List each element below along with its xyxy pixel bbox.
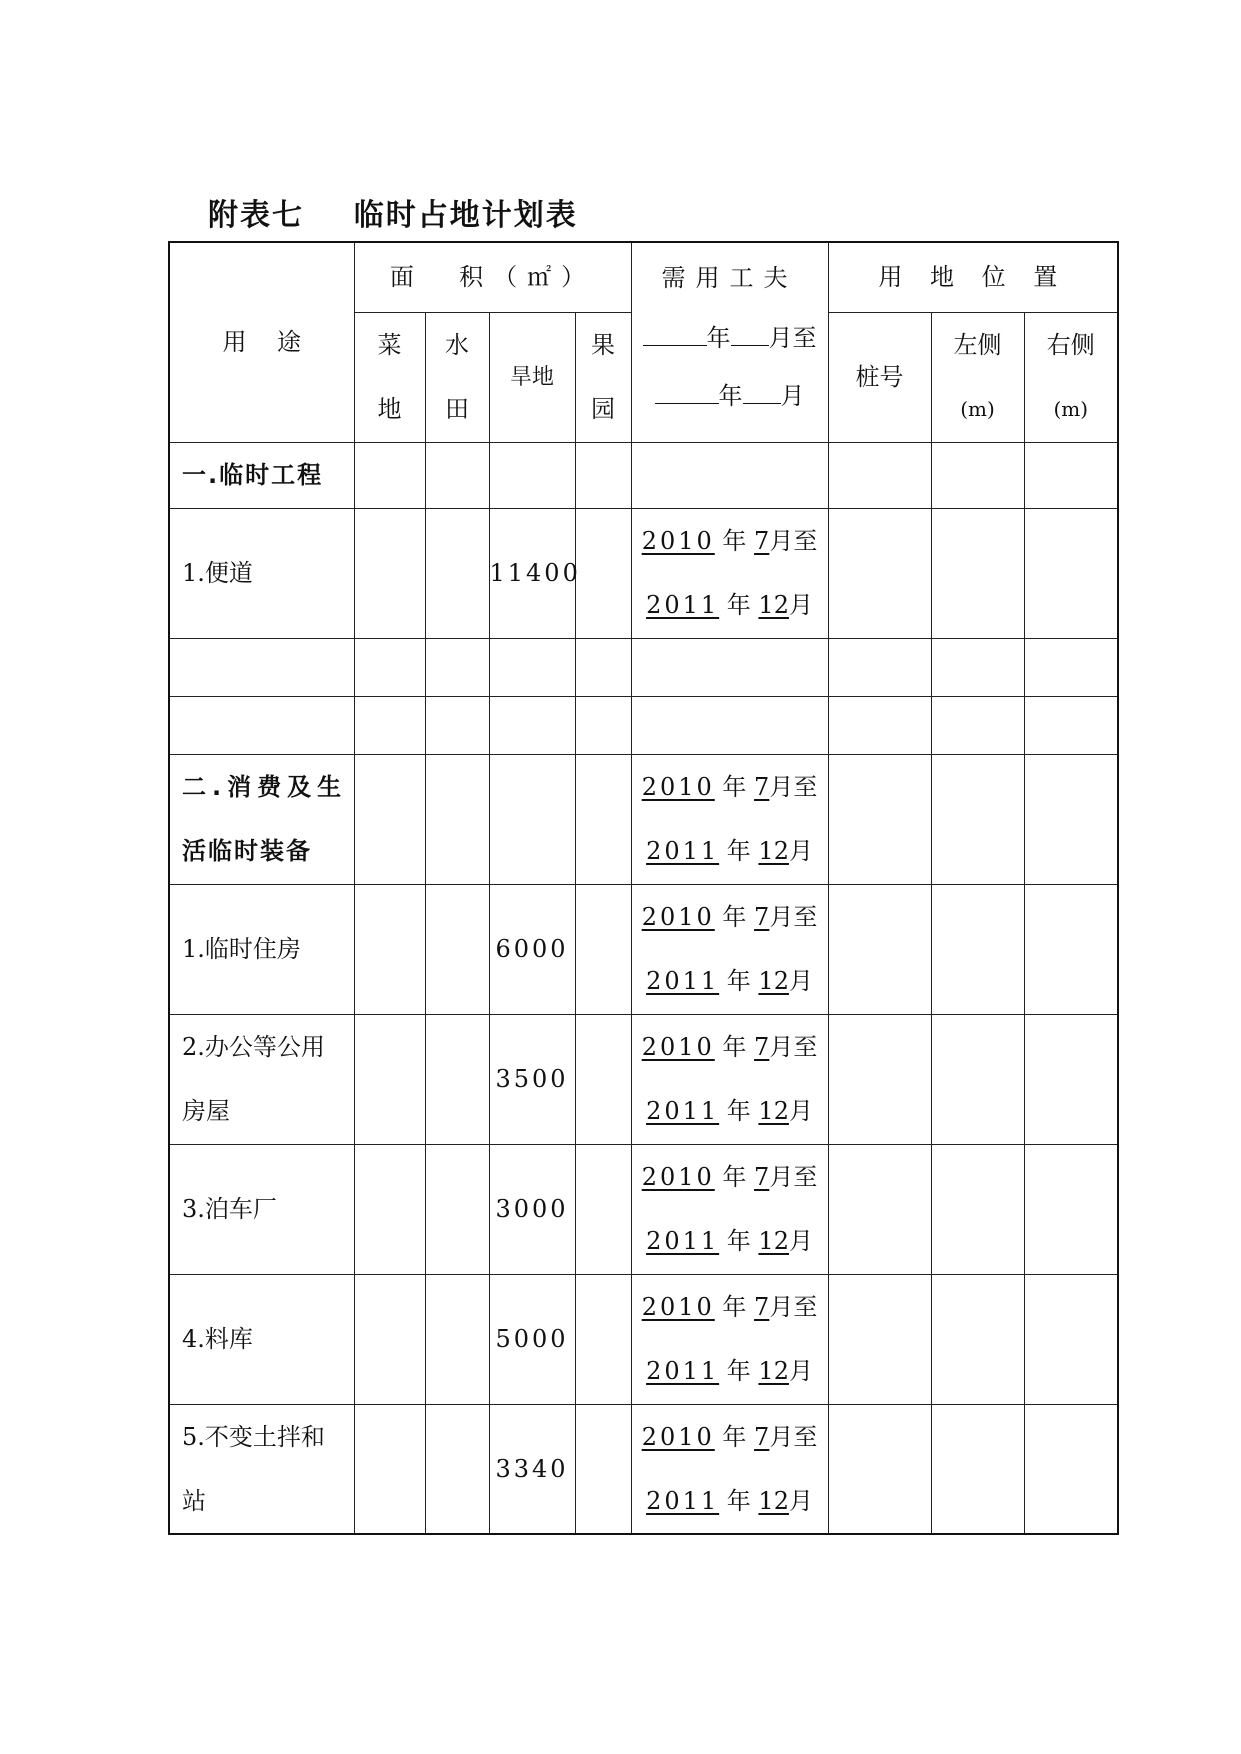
header-right-side: 右侧 (m) — [1024, 312, 1118, 442]
row-name: 二.消费及生 活临时装备 — [169, 754, 354, 884]
row-duration: 2010 年 7月至 2011 年 12月 — [631, 1144, 828, 1274]
table-row — [169, 1144, 1118, 1274]
row-name: 3.泊车厂 — [169, 1144, 354, 1274]
row-dry-land-area: 3340 — [489, 1404, 575, 1534]
table-row — [169, 1274, 1118, 1404]
row-dry-land-area: 6000 — [489, 884, 575, 1014]
header-duration-line2: 年 月 — [632, 367, 828, 425]
header-duration — [631, 242, 828, 442]
row-duration: 2010 年 7月至 2011 年 12月 — [631, 508, 828, 638]
table-row — [169, 442, 1118, 508]
table-row — [169, 1404, 1118, 1534]
row-duration: 2010 年 7月至 2011 年 12月 — [631, 1274, 828, 1404]
row-duration: 2010 年 7月至 2011 年 12月 — [631, 754, 828, 884]
land-use-plan-table — [168, 241, 1119, 1535]
row-name: 4.料库 — [169, 1274, 354, 1404]
header-usage-label: 用 途 — [222, 328, 301, 357]
row-duration: 2010 年 7月至 2011 年 12月 — [631, 1014, 828, 1144]
header-left-side: 左侧 (m) — [931, 312, 1024, 442]
header-stake-number: 桩号 — [828, 312, 931, 442]
row-name: 2.办公等公用 房屋 — [169, 1014, 354, 1144]
header-location-label: 用 地 位 置 — [878, 263, 1068, 292]
row-dry-land-area: 5000 — [489, 1274, 575, 1404]
table-row — [169, 1014, 1118, 1144]
header-vegetable-field: 菜 地 — [354, 312, 425, 442]
table-row — [169, 884, 1118, 1014]
header-dry-land: 旱地 — [489, 312, 575, 442]
row-name: 1.便道 — [169, 508, 354, 638]
header-area — [354, 242, 631, 312]
header-duration-line1: 年 月至 — [632, 309, 828, 367]
header-location — [828, 242, 1118, 312]
row-name: 1.临时住房 — [169, 884, 354, 1014]
row-name: 5.不变土拌和 站 — [169, 1404, 354, 1534]
row-duration: 2010 年 7月至 2011 年 12月 — [631, 884, 828, 1014]
row-duration: 2010 年 7月至 2011 年 12月 — [631, 1404, 828, 1534]
header-paddy-field: 水 田 — [425, 312, 489, 442]
row-name: 一.临时工程 — [169, 442, 354, 508]
table-row — [169, 754, 1118, 884]
table-row — [169, 508, 1118, 638]
header-area-label: 面 积（㎡） — [389, 263, 596, 292]
header-usage — [169, 242, 354, 442]
header-duration-label: 需用工夫 — [661, 264, 798, 292]
row-dry-land-area: 3000 — [489, 1144, 575, 1274]
table-row — [169, 638, 1118, 696]
row-dry-land-area: 11400 — [489, 508, 575, 638]
row-dry-land-area: 3500 — [489, 1014, 575, 1144]
table-row — [169, 696, 1118, 754]
page-title: 附表七 临时占地计划表 — [208, 198, 578, 233]
header-orchard: 果 园 — [575, 312, 631, 442]
